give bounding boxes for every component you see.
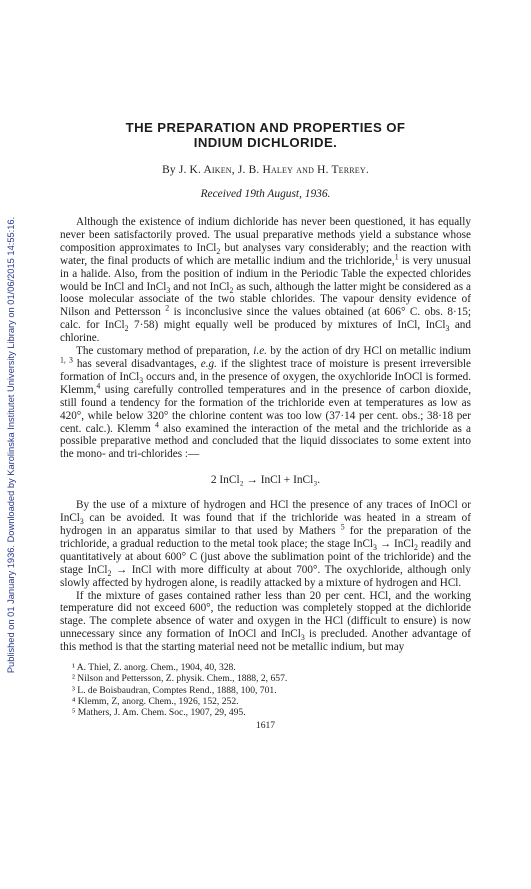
author-1: J. K. Aiken — [178, 164, 232, 176]
author-2: J. B. Haley — [237, 164, 294, 176]
author-separator: , — [231, 164, 235, 176]
footnote-3: ³ L. de Boisbaudran, Comptes Rend., 1888, 100, 701. — [72, 684, 277, 696]
by-word: By — [162, 164, 176, 176]
received-date: Received 19th August, 1936. — [200, 188, 331, 200]
paragraph-4: If the mixture of gases contained rather less than 20 per cent. HCl, and the working temperature did not exceed 600°, the reduction was completely stopped at the dichloride stage. The complete absence of water and oxygen in the HCl (difficult to ensure) is now unnecessary since any formation of InOCl and InCl$_3$ is precluded. Another advantage of this method is that the starting material need not be metallic indium, but may — [60, 589, 471, 654]
author-3: H. Terrey — [317, 164, 366, 176]
paragraph-1: Although the existence of indium dichloride has never been questioned, it has equally never been satisfactorily proved. The usual preparative methods yield a substance whose composition approximates to InCl$_2$ but analyses vary considerably; and the reaction with water, the final products of which are metallic indium and the trichloride,$^1$ is very unusual in a halide. Also, from the position of indium in the Periodic Table the expected chlorides would be InCl and InCl$_3$ and not InCl$_2$ as such, although the latter might be considered as a loose molecular associate of the two stable chlorides. The vapour density evidence of Nilson and Pettersson $^2$ is inconclusive since the values obtained (at 606° C. obs. 8·15; calc. for InCl$_2$ 7·58) might equally well be produced by mixtures of InCl, InCl$_3$ and chlorine. — [60, 216, 471, 345]
article-title — [60, 120, 471, 150]
download-watermark — [3, 10, 19, 880]
footnotes — [60, 662, 471, 718]
author-end: . — [365, 164, 369, 176]
paragraph-3: By the use of a mixture of hydrogen and HCl the presence of any traces of InOCl or InCl$_3$ can be avoided. It was found that if the trichloride was heated in a stream of hydrogen in an apparatus similar to that used by Mathers $^5$ for the preparation of the trichloride, a gradual reduction to the metal took place; the stage InCl$_3$ → InCl$_2$ readily and quantitatively at about 600° C (just above the sublimation point of the trichloride) and the stage InCl$_2$ → InCl with more difficulty at about 700°. The oxychloride, although only slowly affected by hydrogen alone, is readily attacked by a mixture of hydrogen and HCl. — [60, 499, 472, 589]
footnote-2: ² Nilson and Pettersson, Z. physik. Chem., 1888, 2, 657. — [72, 673, 288, 685]
author-line — [60, 164, 471, 176]
footnote-5: ⁵ Mathers, J. Am. Chem. Soc., 1907, 29, 495. — [72, 706, 246, 718]
watermark-text: Published on 01 January 1936. Downloaded by Karolinska Institutet University Library on 01/06/2015 14:55:16. — [6, 216, 16, 674]
title-line-2: INDIUM DICHLORIDE. — [193, 135, 338, 150]
body-text-part-2 — [60, 499, 471, 654]
footnote-4: ⁴ Klemm, Z, anorg. Chem., 1926, 152, 252. — [72, 695, 239, 707]
reaction-equation: 2 InCl₂ → InCl + InCl₃. — [210, 474, 321, 487]
paragraph-2: The customary method of preparation, i.e. by the action of dry HCl on metallic indium $^{1, 3}$ has several disadvantages, e.g. if the slightest trace of moisture is present irreversible formation of InCl$_3$ occurs and, in the presence of oxygen, the oxychloride InOCl is formed. Klemm,$^4$ using carefully controlled temperatures and in the presence of carbon dioxide, still found a tendency for the formation of the trichloride even at temperatures as low as 420°, while below 320° the chlorine content was too low (37·14 per cent. obs.; 38·18 per cent. calc.). Klemm $^4$ also examined the interaction of the metal and the trichloride as a possible preparative method and concluded that the liquid dissociates to some extent into the mono- and tri-chlorides :— — [60, 345, 472, 461]
article — [60, 120, 471, 731]
footnote-1: ¹ A. Thiel, Z. anorg. Chem., 1904, 40, 328. — [72, 662, 236, 674]
page-number: 1617 — [255, 720, 276, 732]
title-line-1: THE PREPARATION AND PROPERTIES OF — [125, 120, 406, 135]
body-text-part-1 — [60, 216, 471, 461]
and-word: and — [296, 164, 315, 176]
